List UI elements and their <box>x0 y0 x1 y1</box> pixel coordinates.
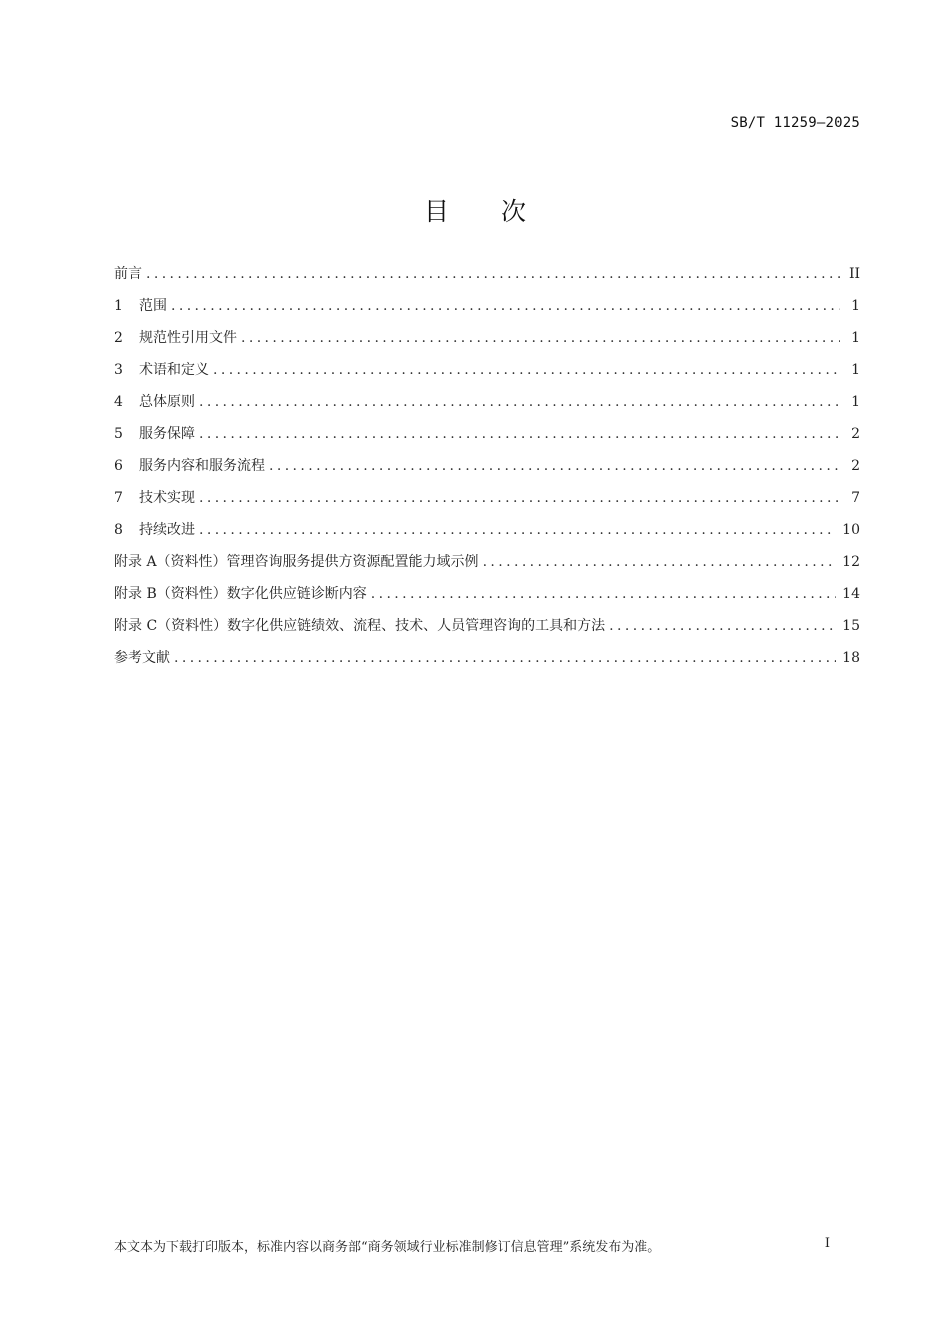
toc-entry-page: 14 <box>842 586 860 602</box>
toc-entry-number: 8 <box>114 522 123 538</box>
toc-entry-service-assurance[interactable] <box>114 423 860 455</box>
toc-entry-number: 5 <box>114 426 123 442</box>
toc-entry-page: 7 <box>851 490 860 506</box>
toc-entry-page: 18 <box>842 650 860 666</box>
toc-dot-leader <box>371 583 836 605</box>
toc-dot-leader <box>199 487 840 509</box>
toc-entry-normative-references[interactable] <box>114 327 860 359</box>
toc-entry-label: 术语和定义 <box>139 362 209 378</box>
toc-dot-leader <box>213 359 840 381</box>
toc-entry-number: 3 <box>114 362 123 378</box>
toc-entry-number: 7 <box>114 490 123 506</box>
toc-entry-label: 附录 B（资料性）数字化供应链诊断内容 <box>114 586 367 602</box>
toc-dot-leader <box>171 295 840 317</box>
page-title-part-2: 次 <box>501 197 527 226</box>
toc-entry-label: 服务内容和服务流程 <box>139 458 265 474</box>
toc-entry-appendix-c[interactable] <box>114 615 860 647</box>
page-footer <box>114 1236 834 1255</box>
toc-entry-page: 1 <box>851 394 860 410</box>
toc-dot-leader <box>174 647 836 669</box>
toc-entry-general-principles[interactable] <box>114 391 860 423</box>
toc-entry-foreword[interactable] <box>114 263 860 295</box>
toc-dot-leader <box>199 391 840 413</box>
toc-entry-continuous-improvement[interactable] <box>114 519 860 551</box>
footer-notice: 本文本为下载打印版本，标准内容以商务部“商务领域行业标准制修订信息管理”系统发布为准。 <box>114 1240 661 1255</box>
toc-dot-leader <box>241 327 840 349</box>
toc-entry-page: 15 <box>842 618 860 634</box>
toc-entry-page: 1 <box>851 298 860 314</box>
toc-dot-leader <box>609 615 836 637</box>
footer-page-number: I <box>824 1236 830 1251</box>
toc-entry-label: 范围 <box>139 298 167 314</box>
toc-entry-label: 附录 A（资料性）管理咨询服务提供方资源配置能力域示例 <box>114 554 479 570</box>
toc-entry-service-content-process[interactable] <box>114 455 860 487</box>
toc-entry-label: 持续改进 <box>139 522 195 538</box>
page-title-part-1: 目 <box>423 197 449 226</box>
toc-entry-label: 参考文献 <box>114 650 170 666</box>
toc-entry-page: 10 <box>842 522 860 538</box>
toc-entry-bibliography[interactable] <box>114 647 860 679</box>
toc-entry-label: 服务保障 <box>139 426 195 442</box>
toc-entry-appendix-b[interactable] <box>114 583 860 615</box>
toc-dot-leader <box>483 551 837 573</box>
toc-entry-page: 12 <box>842 554 860 570</box>
toc-entry-terms-definitions[interactable] <box>114 359 860 391</box>
toc-entry-page: 1 <box>851 362 860 378</box>
toc-entry-scope[interactable] <box>114 295 860 327</box>
toc-entry-label: 附录 C（资料性）数字化供应链绩效、流程、技术、人员管理咨询的工具和方法 <box>114 618 606 634</box>
toc-dot-leader <box>146 263 840 285</box>
toc-dot-leader <box>269 455 840 477</box>
toc-entry-page: 2 <box>851 426 860 442</box>
document-number: SB/T 11259—2025 <box>730 115 860 131</box>
toc-entry-appendix-a[interactable] <box>114 551 860 583</box>
toc-dot-leader <box>199 519 836 541</box>
toc-entry-page: 2 <box>851 458 860 474</box>
table-of-contents <box>114 263 860 679</box>
toc-dot-leader <box>199 423 840 445</box>
toc-entry-label: 总体原则 <box>139 394 195 410</box>
toc-entry-number: 2 <box>114 330 123 346</box>
toc-entry-page: 1 <box>851 330 860 346</box>
toc-entry-technical-implementation[interactable] <box>114 487 860 519</box>
toc-entry-number: 1 <box>114 298 123 314</box>
toc-entry-number: 6 <box>114 458 123 474</box>
toc-entry-page: II <box>848 266 860 282</box>
page-title <box>0 192 950 228</box>
toc-entry-label: 技术实现 <box>139 490 195 506</box>
toc-entry-label: 规范性引用文件 <box>139 330 237 346</box>
toc-entry-number: 4 <box>114 394 123 410</box>
toc-entry-label: 前言 <box>114 266 142 282</box>
